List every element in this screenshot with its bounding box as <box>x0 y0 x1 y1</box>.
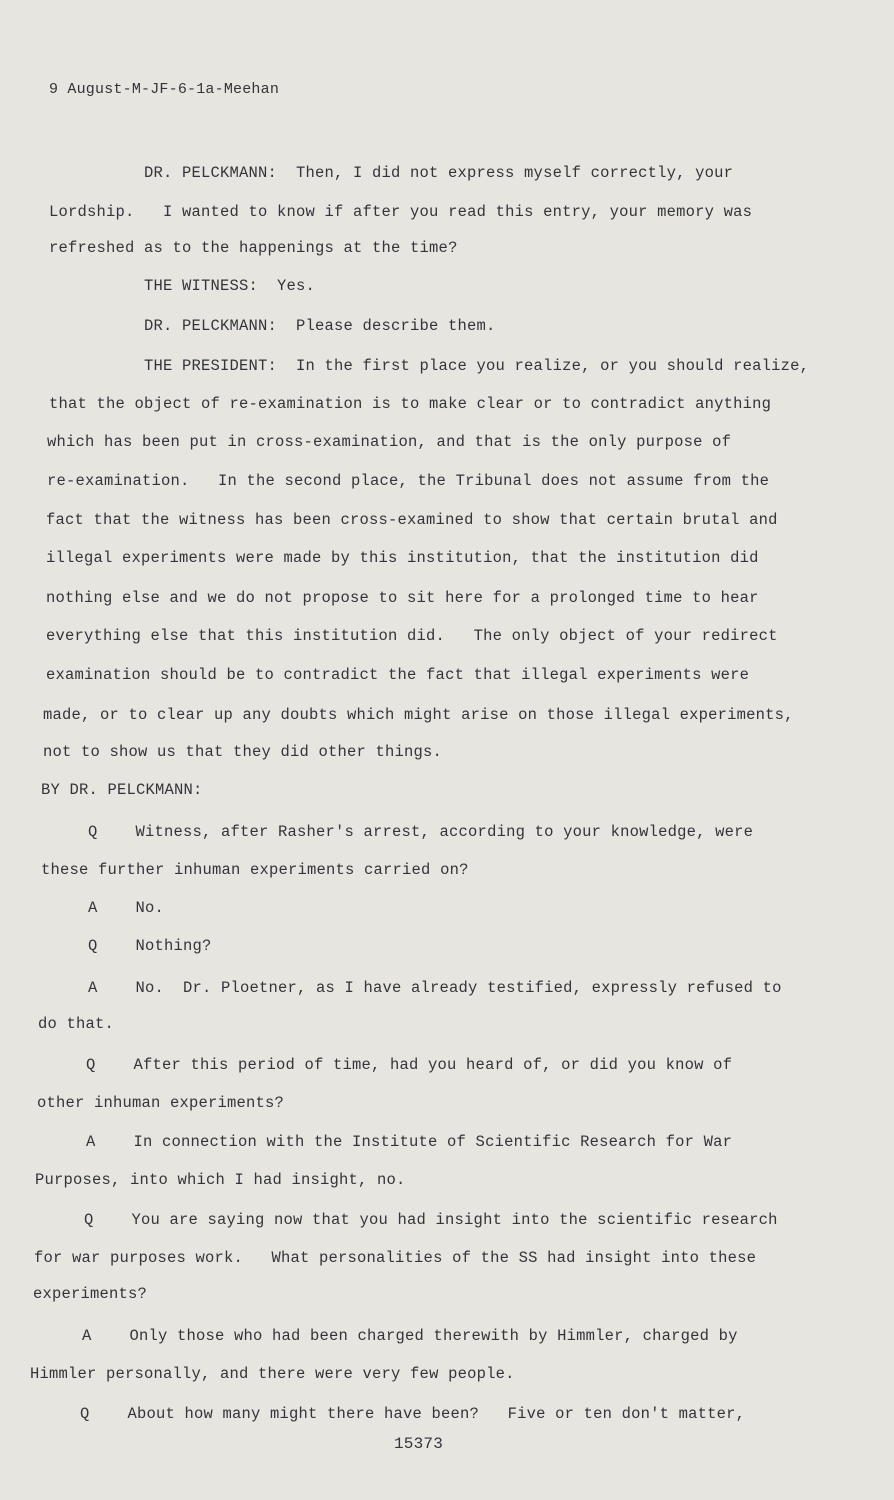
text-line: re-examination. In the second place, the Tribunal does not assume from the <box>47 472 770 490</box>
answer-line: A Only those who had been charged therewith by Himmler, charged by <box>82 1327 738 1345</box>
answer-line: A No. <box>88 899 165 917</box>
page-header: 9 August-M-JF-6-1a-Meehan <box>49 81 280 98</box>
section-heading: BY DR. PELCKMANN: <box>41 781 203 799</box>
answer-line: A In connection with the Institute of Scientific Research for War <box>86 1133 733 1151</box>
text-line: Purposes, into which I had insight, no. <box>35 1171 406 1189</box>
question-line: Q You are saying now that you had insight into the scientific research <box>84 1211 778 1229</box>
answer-line: A No. Dr. Ploetner, as I have already testified, expressly refused to <box>88 979 782 997</box>
text-line: these further inhuman experiments carried on? <box>41 861 469 879</box>
text-line: DR. PELCKMANN: Then, I did not express myself correctly, your <box>144 164 734 182</box>
text-line: do that. <box>38 1015 115 1033</box>
text-line: other inhuman experiments? <box>37 1094 285 1112</box>
text-line: illegal experiments were made by this institution, that the institution did <box>46 549 759 567</box>
text-line: DR. PELCKMANN: Please describe them. <box>144 317 496 335</box>
question-line: Q About how many might there have been? Five or ten don't matter, <box>80 1405 746 1423</box>
text-line: that the object of re-examination is to make clear or to contradict anything <box>49 395 772 413</box>
text-line: refreshed as to the happenings at the time? <box>49 239 458 257</box>
text-line: for war purposes work. What personalities of the SS had insight into these <box>34 1249 757 1267</box>
text-line: not to show us that they did other things. <box>43 743 443 761</box>
page-number: 15373 <box>394 1435 444 1453</box>
text-line: examination should be to contradict the fact that illegal experiments were <box>46 666 750 684</box>
question-line: Q Witness, after Rasher's arrest, according to your knowledge, were <box>88 823 754 841</box>
text-line: which has been put in cross-examination, and that is the only purpose of <box>47 433 732 451</box>
text-line: Lordship. I wanted to know if after you read this entry, your memory was <box>49 203 753 221</box>
text-line: Himmler personally, and there were very few people. <box>30 1365 515 1383</box>
text-line: made, or to clear up any doubts which might arise on those illegal experiments, <box>43 706 794 724</box>
text-line: fact that the witness has been cross-examined to show that certain brutal and <box>46 511 778 529</box>
text-line: everything else that this institution did. The only object of your redirect <box>46 627 778 645</box>
text-line: experiments? <box>33 1285 148 1303</box>
question-line: Q Nothing? <box>88 937 212 955</box>
question-line: Q After this period of time, had you heard of, or did you know of <box>86 1056 733 1074</box>
text-line: nothing else and we do not propose to sit here for a prolonged time to hear <box>46 589 759 607</box>
text-line: THE WITNESS: Yes. <box>144 277 316 295</box>
text-line: THE PRESIDENT: In the first place you realize, or you should realize, <box>144 357 810 375</box>
